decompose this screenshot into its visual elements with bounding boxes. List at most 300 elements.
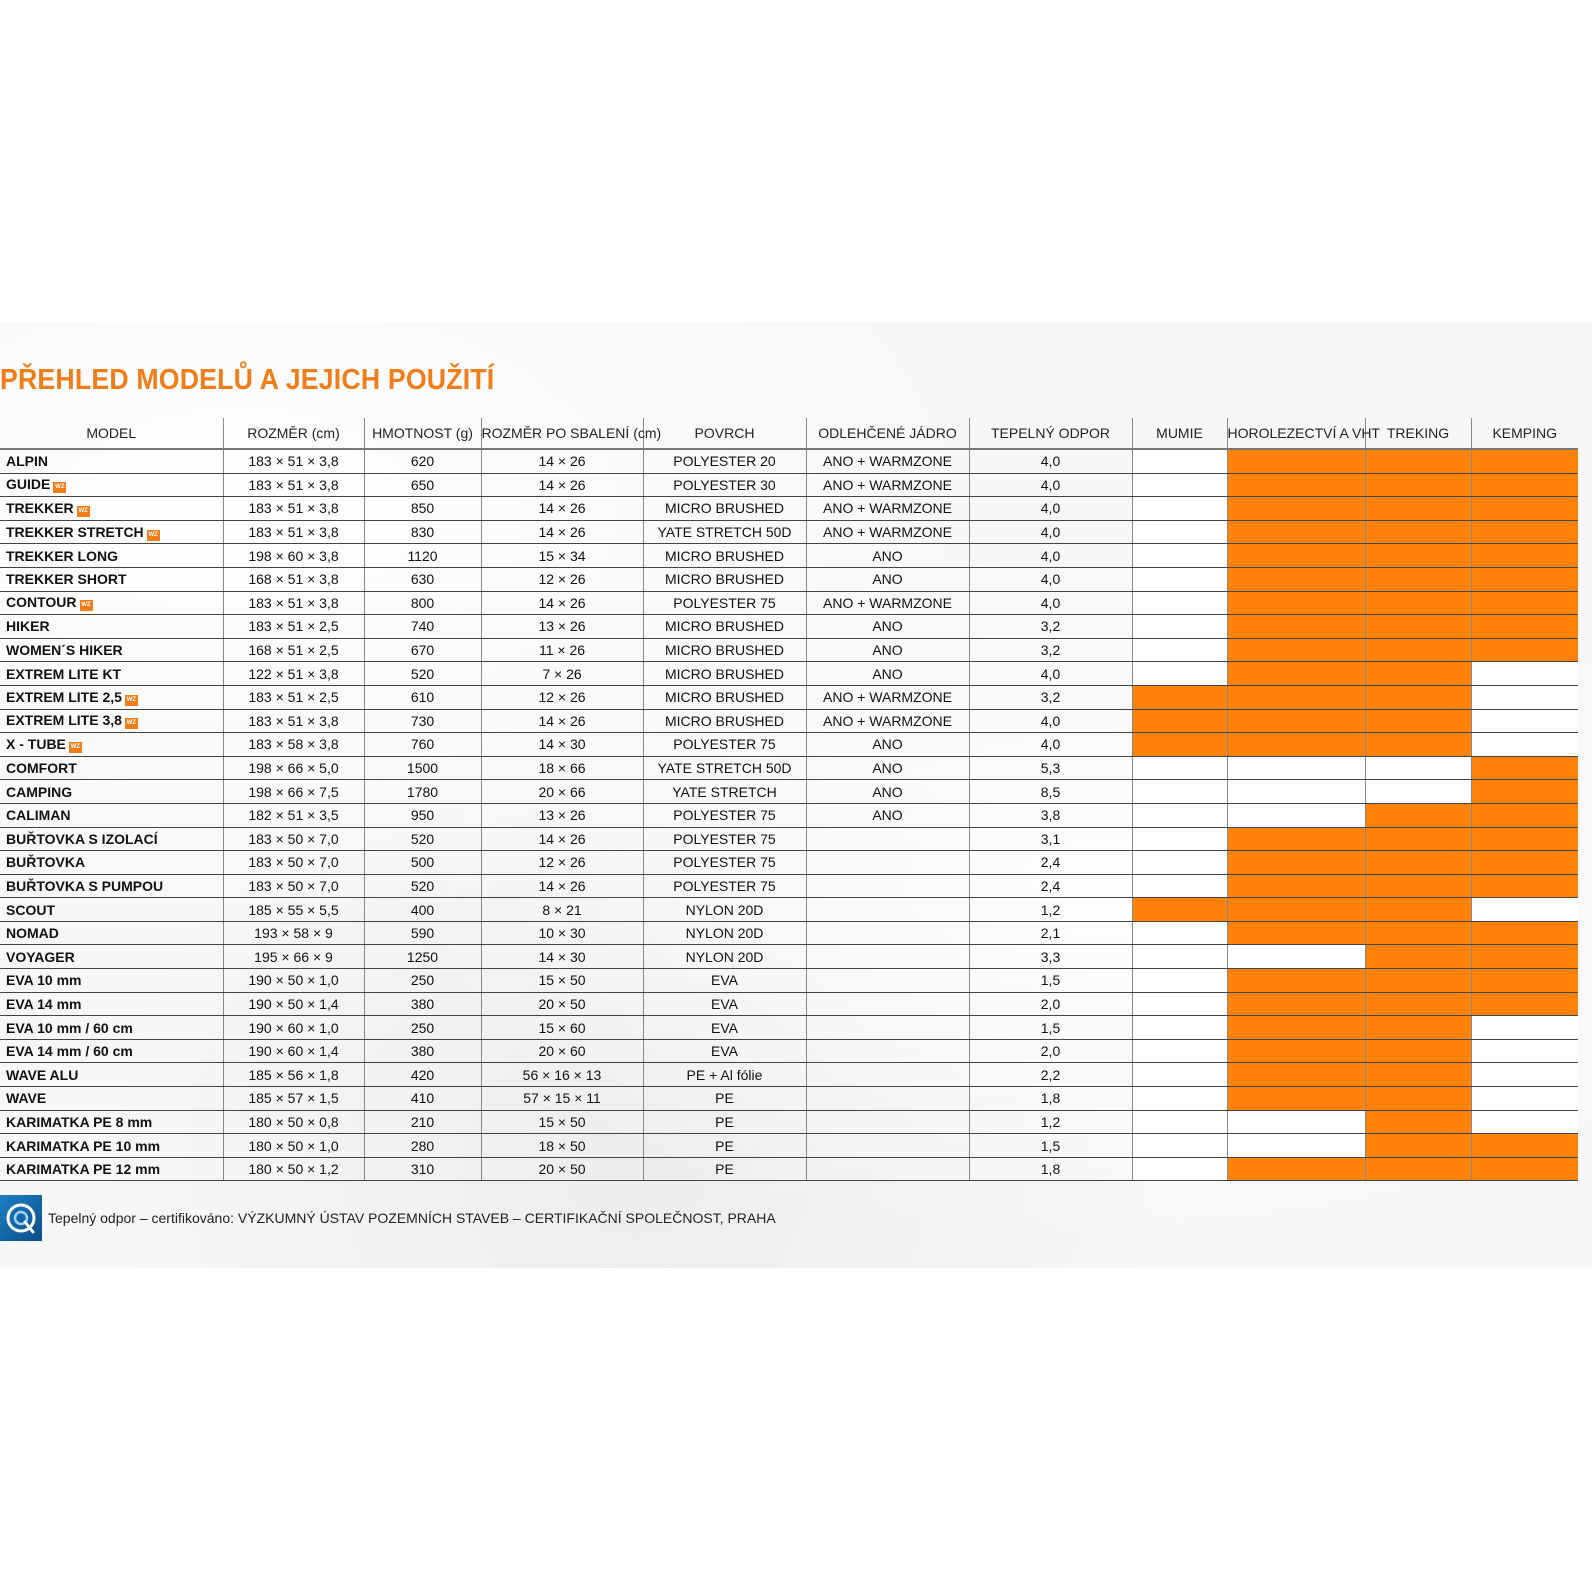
model-cell [0, 591, 223, 615]
use-trekking-cell [1365, 874, 1471, 898]
surface-cell: NYLON 20D [643, 921, 806, 945]
model-cell [0, 1157, 223, 1181]
use-mumie-cell [1132, 780, 1227, 804]
use-climbing-cell [1227, 921, 1365, 945]
core-cell: ANO + WARMZONE [806, 685, 969, 709]
core-cell: ANO + WARMZONE [806, 473, 969, 497]
use-mumie-cell [1132, 638, 1227, 662]
model-name: NOMAD [6, 925, 59, 942]
core-cell: ANO [806, 780, 969, 804]
header-core: ODLEHČENÉ JÁDRO [806, 418, 969, 449]
surface-cell: EVA [643, 1016, 806, 1040]
surface-cell: YATE STRETCH 50D [643, 756, 806, 780]
use-climbing-cell [1227, 827, 1365, 851]
table-row [0, 591, 1578, 615]
size-cell: 180 × 50 × 0,8 [223, 1110, 364, 1134]
certification-note: Tepelný odpor – certifikováno: VÝZKUMNÝ ÚSTAV POZEMNÍCH STAVEB – CERTIFIKAČNÍ SPOLEČNOST, PRAHA [48, 1210, 776, 1226]
header-size: ROZMĚR (cm) [223, 418, 364, 449]
header-camping: KEMPING [1471, 418, 1578, 449]
size-cell: 180 × 50 × 1,0 [223, 1134, 364, 1158]
surface-cell: PE [643, 1134, 806, 1158]
surface-cell: POLYESTER 75 [643, 851, 806, 875]
size-cell: 183 × 51 × 2,5 [223, 685, 364, 709]
packed-size-cell: 18 × 50 [481, 1134, 643, 1158]
use-climbing-cell [1227, 662, 1365, 686]
model-name: WAVE ALU [6, 1066, 79, 1083]
use-mumie-cell [1132, 520, 1227, 544]
weight-cell: 410 [364, 1087, 481, 1111]
use-climbing-cell [1227, 567, 1365, 591]
thermal-resistance-cell: 4,0 [969, 591, 1132, 615]
model-cell [0, 567, 223, 591]
packed-size-cell: 11 × 26 [481, 638, 643, 662]
use-trekking-cell [1365, 1063, 1471, 1087]
model-cell [0, 921, 223, 945]
table-row [0, 615, 1578, 639]
use-camping-cell [1471, 709, 1578, 733]
use-mumie-cell [1132, 615, 1227, 639]
thermal-resistance-cell: 1,8 [969, 1087, 1132, 1111]
weight-cell: 280 [364, 1134, 481, 1158]
use-climbing-cell [1227, 1039, 1365, 1063]
size-cell: 122 × 51 × 3,8 [223, 662, 364, 686]
use-trekking-cell [1365, 1134, 1471, 1158]
use-mumie-cell [1132, 898, 1227, 922]
table-row [0, 921, 1578, 945]
size-cell: 185 × 55 × 5,5 [223, 898, 364, 922]
use-camping-cell [1471, 1157, 1578, 1181]
use-mumie-cell [1132, 969, 1227, 993]
core-cell [806, 1157, 969, 1181]
packed-size-cell: 20 × 50 [481, 1157, 643, 1181]
table-row [0, 1063, 1578, 1087]
table-row [0, 1134, 1578, 1158]
model-name: HIKER [6, 618, 50, 635]
use-trekking-cell [1365, 662, 1471, 686]
model-cell [0, 733, 223, 757]
use-camping-cell [1471, 851, 1578, 875]
packed-size-cell: 14 × 26 [481, 827, 643, 851]
packed-size-cell: 15 × 34 [481, 544, 643, 568]
model-cell [0, 497, 223, 521]
size-cell: 168 × 51 × 2,5 [223, 638, 364, 662]
thermal-resistance-cell: 1,8 [969, 1157, 1132, 1181]
thermal-resistance-cell: 3,8 [969, 803, 1132, 827]
table-row [0, 1157, 1578, 1181]
model-cell [0, 780, 223, 804]
model-cell [0, 1016, 223, 1040]
model-name: GUIDE [6, 476, 51, 493]
thermal-resistance-cell: 4,0 [969, 449, 1132, 473]
use-trekking-cell [1365, 449, 1471, 473]
model-cell [0, 756, 223, 780]
table-row [0, 567, 1578, 591]
model-cell [0, 874, 223, 898]
use-climbing-cell [1227, 756, 1365, 780]
model-name: WAVE [6, 1090, 47, 1107]
use-trekking-cell [1365, 1016, 1471, 1040]
use-mumie-cell [1132, 1039, 1227, 1063]
model-name: TREKKER [6, 499, 74, 516]
thermal-resistance-cell: 1,2 [969, 898, 1132, 922]
model-name: CALIMAN [6, 807, 71, 824]
thermal-resistance-cell: 3,2 [969, 685, 1132, 709]
packed-size-cell: 20 × 60 [481, 1039, 643, 1063]
size-cell: 198 × 66 × 5,0 [223, 756, 364, 780]
use-camping-cell [1471, 1016, 1578, 1040]
table-row [0, 685, 1578, 709]
use-camping-cell [1471, 544, 1578, 568]
weight-cell: 210 [364, 1110, 481, 1134]
use-climbing-cell [1227, 497, 1365, 521]
use-trekking-cell [1365, 1110, 1471, 1134]
thermal-resistance-cell: 8,5 [969, 780, 1132, 804]
model-name: EVA 10 mm [6, 972, 82, 989]
use-camping-cell [1471, 874, 1578, 898]
model-cell [0, 1110, 223, 1134]
weight-cell: 520 [364, 874, 481, 898]
use-mumie-cell [1132, 1110, 1227, 1134]
model-name: VOYAGER [6, 948, 75, 965]
packed-size-cell: 13 × 26 [481, 615, 643, 639]
packed-size-cell: 15 × 50 [481, 1110, 643, 1134]
core-cell: ANO [806, 756, 969, 780]
page-title: PŘEHLED MODELŮ A JEJICH POUŽITÍ [0, 364, 495, 396]
size-cell: 183 × 50 × 7,0 [223, 874, 364, 898]
thermal-resistance-cell: 2,2 [969, 1063, 1132, 1087]
table-row [0, 733, 1578, 757]
weight-cell: 520 [364, 827, 481, 851]
use-trekking-cell [1365, 685, 1471, 709]
use-camping-cell [1471, 803, 1578, 827]
surface-cell: MICRO BRUSHED [643, 638, 806, 662]
weight-cell: 850 [364, 497, 481, 521]
thermal-resistance-cell: 4,0 [969, 544, 1132, 568]
warmzone-badge: WZ [147, 530, 160, 541]
table-row [0, 756, 1578, 780]
warmzone-badge: WZ [69, 742, 82, 753]
use-trekking-cell [1365, 780, 1471, 804]
size-cell: 183 × 51 × 3,8 [223, 709, 364, 733]
thermal-resistance-cell: 1,2 [969, 1110, 1132, 1134]
surface-cell: MICRO BRUSHED [643, 497, 806, 521]
use-mumie-cell [1132, 851, 1227, 875]
core-cell [806, 945, 969, 969]
size-cell: 183 × 51 × 3,8 [223, 497, 364, 521]
use-climbing-cell [1227, 851, 1365, 875]
core-cell: ANO + WARMZONE [806, 709, 969, 733]
size-cell: 183 × 51 × 3,8 [223, 449, 364, 473]
use-mumie-cell [1132, 449, 1227, 473]
model-cell [0, 1087, 223, 1111]
size-cell: 180 × 50 × 1,2 [223, 1157, 364, 1181]
header-mumie: MUMIE [1132, 418, 1227, 449]
use-trekking-cell [1365, 544, 1471, 568]
size-cell: 182 × 51 × 3,5 [223, 803, 364, 827]
model-name: BUŘTOVKA S PUMPOU [6, 877, 164, 894]
size-cell: 183 × 51 × 3,8 [223, 520, 364, 544]
use-mumie-cell [1132, 1063, 1227, 1087]
weight-cell: 670 [364, 638, 481, 662]
table-row [0, 709, 1578, 733]
model-name: EVA 10 mm / 60 cm [6, 1019, 133, 1036]
surface-cell: MICRO BRUSHED [643, 615, 806, 639]
surface-cell: MICRO BRUSHED [643, 662, 806, 686]
model-name: EVA 14 mm / 60 cm [6, 1043, 133, 1060]
model-name: TREKKER STRETCH [6, 523, 144, 540]
use-climbing-cell [1227, 520, 1365, 544]
thermal-resistance-cell: 2,1 [969, 921, 1132, 945]
packed-size-cell: 15 × 60 [481, 1016, 643, 1040]
packed-size-cell: 12 × 26 [481, 685, 643, 709]
use-camping-cell [1471, 780, 1578, 804]
use-camping-cell [1471, 1039, 1578, 1063]
size-cell: 185 × 57 × 1,5 [223, 1087, 364, 1111]
table-row [0, 874, 1578, 898]
surface-cell: PE [643, 1087, 806, 1111]
use-camping-cell [1471, 1087, 1578, 1111]
weight-cell: 1250 [364, 945, 481, 969]
model-cell [0, 992, 223, 1016]
model-cell [0, 638, 223, 662]
thermal-resistance-cell: 1,5 [969, 1016, 1132, 1040]
surface-cell: PE [643, 1110, 806, 1134]
surface-cell: MICRO BRUSHED [643, 709, 806, 733]
thermal-resistance-cell: 4,0 [969, 520, 1132, 544]
use-trekking-cell [1365, 638, 1471, 662]
table-row [0, 827, 1578, 851]
use-camping-cell [1471, 520, 1578, 544]
use-mumie-cell [1132, 1157, 1227, 1181]
surface-cell: MICRO BRUSHED [643, 685, 806, 709]
use-mumie-cell [1132, 685, 1227, 709]
core-cell [806, 851, 969, 875]
model-cell [0, 544, 223, 568]
core-cell [806, 1063, 969, 1087]
core-cell [806, 1110, 969, 1134]
model-cell [0, 615, 223, 639]
core-cell: ANO [806, 662, 969, 686]
model-name: KARIMATKA PE 8 mm [6, 1113, 153, 1130]
header-climbing: HOROLEZECTVÍ A VHT [1227, 418, 1365, 449]
thermal-resistance-cell: 3,2 [969, 615, 1132, 639]
use-mumie-cell [1132, 945, 1227, 969]
core-cell [806, 969, 969, 993]
weight-cell: 610 [364, 685, 481, 709]
use-mumie-cell [1132, 1087, 1227, 1111]
use-climbing-cell [1227, 591, 1365, 615]
surface-cell: MICRO BRUSHED [643, 544, 806, 568]
warmzone-badge: WZ [80, 600, 93, 611]
use-mumie-cell [1132, 921, 1227, 945]
core-cell [806, 898, 969, 922]
use-camping-cell [1471, 921, 1578, 945]
use-climbing-cell [1227, 898, 1365, 922]
model-cell [0, 851, 223, 875]
weight-cell: 420 [364, 1063, 481, 1087]
use-climbing-cell [1227, 709, 1365, 733]
table-row [0, 520, 1578, 544]
surface-cell: YATE STRETCH [643, 780, 806, 804]
use-climbing-cell [1227, 449, 1365, 473]
weight-cell: 1780 [364, 780, 481, 804]
size-cell: 190 × 50 × 1,0 [223, 969, 364, 993]
model-cell [0, 1063, 223, 1087]
use-climbing-cell [1227, 685, 1365, 709]
core-cell: ANO [806, 638, 969, 662]
thermal-resistance-cell: 2,4 [969, 851, 1132, 875]
thermal-resistance-cell: 3,3 [969, 945, 1132, 969]
model-cell [0, 969, 223, 993]
use-climbing-cell [1227, 473, 1365, 497]
use-camping-cell [1471, 945, 1578, 969]
use-mumie-cell [1132, 473, 1227, 497]
thermal-resistance-cell: 4,0 [969, 473, 1132, 497]
size-cell: 183 × 51 × 3,8 [223, 473, 364, 497]
warmzone-badge: WZ [53, 482, 66, 493]
model-cell [0, 520, 223, 544]
size-cell: 183 × 51 × 3,8 [223, 591, 364, 615]
use-trekking-cell [1365, 1157, 1471, 1181]
use-camping-cell [1471, 685, 1578, 709]
use-mumie-cell [1132, 591, 1227, 615]
header-trekking: TREKING [1365, 418, 1471, 449]
model-cell [0, 449, 223, 473]
model-name: ALPIN [6, 453, 48, 470]
surface-cell: EVA [643, 969, 806, 993]
use-climbing-cell [1227, 1016, 1365, 1040]
thermal-resistance-cell: 2,0 [969, 1039, 1132, 1063]
use-trekking-cell [1365, 473, 1471, 497]
table-row [0, 497, 1578, 521]
thermal-resistance-cell: 2,4 [969, 874, 1132, 898]
use-climbing-cell [1227, 1063, 1365, 1087]
model-cell [0, 685, 223, 709]
use-climbing-cell [1227, 544, 1365, 568]
model-name: KARIMATKA PE 12 mm [6, 1161, 161, 1178]
size-cell: 190 × 60 × 1,0 [223, 1016, 364, 1040]
weight-cell: 730 [364, 709, 481, 733]
table-row [0, 1039, 1578, 1063]
table-row [0, 992, 1578, 1016]
core-cell: ANO + WARMZONE [806, 449, 969, 473]
surface-cell: PE + Al fólie [643, 1063, 806, 1087]
thermal-resistance-cell: 4,0 [969, 709, 1132, 733]
header-weight: HMOTNOST (g) [364, 418, 481, 449]
use-climbing-cell [1227, 1134, 1365, 1158]
thermal-resistance-cell: 3,1 [969, 827, 1132, 851]
surface-cell: EVA [643, 1039, 806, 1063]
use-camping-cell [1471, 1110, 1578, 1134]
table-row [0, 662, 1578, 686]
weight-cell: 800 [364, 591, 481, 615]
core-cell [806, 874, 969, 898]
weight-cell: 760 [364, 733, 481, 757]
surface-cell: MICRO BRUSHED [643, 567, 806, 591]
use-climbing-cell [1227, 992, 1365, 1016]
use-mumie-cell [1132, 709, 1227, 733]
use-camping-cell [1471, 992, 1578, 1016]
model-name: X - TUBE [6, 735, 66, 752]
model-name: BUŘTOVKA [6, 854, 86, 871]
use-climbing-cell [1227, 638, 1365, 662]
use-trekking-cell [1365, 827, 1471, 851]
surface-cell: EVA [643, 992, 806, 1016]
table-row [0, 803, 1578, 827]
surface-cell: PE [643, 1157, 806, 1181]
model-name: EXTREM LITE KT [6, 665, 122, 682]
packed-size-cell: 12 × 26 [481, 851, 643, 875]
size-cell: 198 × 66 × 7,5 [223, 780, 364, 804]
model-name: CONTOUR [6, 594, 77, 611]
size-cell: 185 × 56 × 1,8 [223, 1063, 364, 1087]
weight-cell: 650 [364, 473, 481, 497]
surface-cell: NYLON 20D [643, 898, 806, 922]
warmzone-badge: WZ [125, 718, 138, 729]
weight-cell: 520 [364, 662, 481, 686]
surface-cell: POLYESTER 20 [643, 449, 806, 473]
size-cell: 183 × 50 × 7,0 [223, 827, 364, 851]
packed-size-cell: 14 × 26 [481, 520, 643, 544]
thermal-resistance-cell: 4,0 [969, 497, 1132, 521]
model-name: WOMEN´S HIKER [6, 642, 123, 659]
use-climbing-cell [1227, 733, 1365, 757]
table-row [0, 638, 1578, 662]
size-cell: 183 × 58 × 3,8 [223, 733, 364, 757]
thermal-resistance-cell: 4,0 [969, 662, 1132, 686]
use-camping-cell [1471, 473, 1578, 497]
use-camping-cell [1471, 827, 1578, 851]
packed-size-cell: 7 × 26 [481, 662, 643, 686]
weight-cell: 1120 [364, 544, 481, 568]
model-cell [0, 803, 223, 827]
use-camping-cell [1471, 591, 1578, 615]
surface-cell: POLYESTER 75 [643, 827, 806, 851]
packed-size-cell: 14 × 26 [481, 709, 643, 733]
weight-cell: 310 [364, 1157, 481, 1181]
model-name: EXTREM LITE 3,8 [6, 712, 122, 729]
packed-size-cell: 56 × 16 × 13 [481, 1063, 643, 1087]
use-trekking-cell [1365, 756, 1471, 780]
use-mumie-cell [1132, 992, 1227, 1016]
table-row [0, 449, 1578, 473]
use-mumie-cell [1132, 803, 1227, 827]
surface-cell: POLYESTER 30 [643, 473, 806, 497]
core-cell: ANO + WARMZONE [806, 497, 969, 521]
packed-size-cell: 14 × 26 [481, 591, 643, 615]
core-cell [806, 827, 969, 851]
core-cell [806, 1039, 969, 1063]
header-packed-size: ROZMĚR PO SBALENÍ (cm) [481, 418, 643, 449]
thermal-resistance-cell: 4,0 [969, 733, 1132, 757]
packed-size-cell: 10 × 30 [481, 921, 643, 945]
use-mumie-cell [1132, 874, 1227, 898]
packed-size-cell: 14 × 26 [481, 449, 643, 473]
use-mumie-cell [1132, 1016, 1227, 1040]
use-climbing-cell [1227, 1087, 1365, 1111]
use-trekking-cell [1365, 921, 1471, 945]
use-mumie-cell [1132, 756, 1227, 780]
model-name: BUŘTOVKA S IZOLACÍ [6, 830, 158, 847]
size-cell: 183 × 51 × 2,5 [223, 615, 364, 639]
packed-size-cell: 20 × 50 [481, 992, 643, 1016]
surface-cell: YATE STRETCH 50D [643, 520, 806, 544]
thermal-resistance-cell: 4,0 [969, 567, 1132, 591]
surface-cell: POLYESTER 75 [643, 733, 806, 757]
packed-size-cell: 14 × 26 [481, 874, 643, 898]
size-cell: 193 × 58 × 9 [223, 921, 364, 945]
size-cell: 198 × 60 × 3,8 [223, 544, 364, 568]
